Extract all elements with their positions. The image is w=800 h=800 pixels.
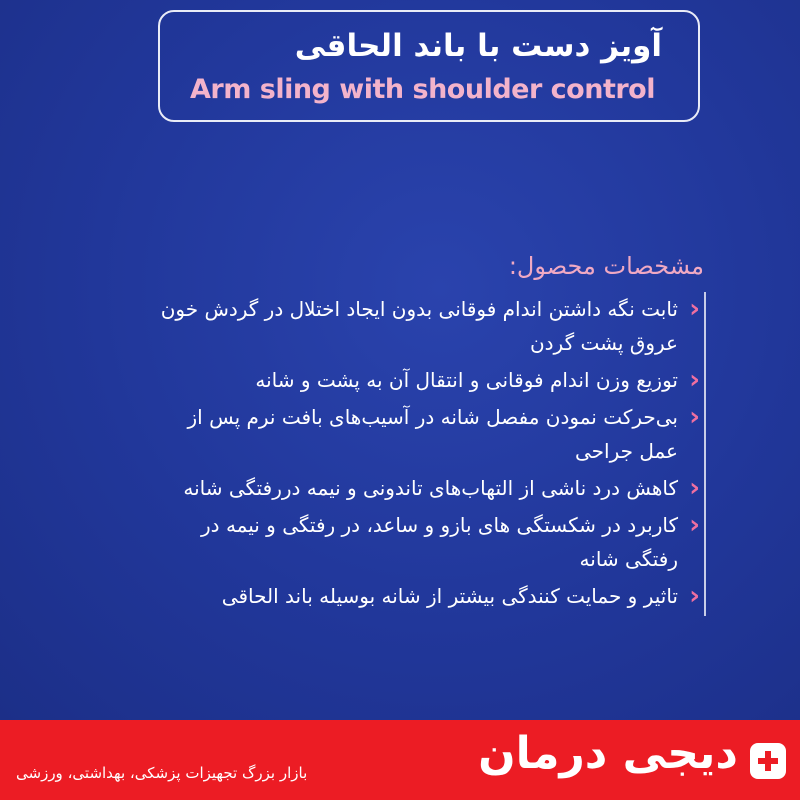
brand-tagline: بازار بزرگ تجهیزات پزشکی، بهداشتی، ورزشی bbox=[16, 764, 308, 782]
spec-text: ثابت نگه داشتن اندام فوقانی بدون ایجاد اختلال در گردش خون عروق پشت گردن bbox=[160, 297, 678, 355]
spec-text: کاهش درد ناشی از التهاب‌های تاندونی و نیمه دررفتگی شانه bbox=[183, 476, 678, 500]
spec-text: توزیع وزن اندام فوقانی و انتقال آن به پشت و شانه bbox=[255, 368, 678, 392]
list-item bbox=[160, 292, 700, 360]
chevron-left-icon: ‹ bbox=[689, 473, 700, 503]
product-title-english: Arm sling with shoulder control bbox=[190, 74, 655, 105]
list-item bbox=[160, 579, 700, 613]
chevron-left-icon: ‹ bbox=[689, 581, 700, 611]
specs-heading: مشخصات محصول: bbox=[508, 252, 704, 280]
chevron-left-icon: ‹ bbox=[689, 365, 700, 395]
spec-text: بی‌حرکت نمودن مفصل شانه در آسیب‌های بافت نرم پس از عمل جراحی bbox=[187, 405, 678, 463]
list-item bbox=[160, 471, 700, 505]
title-box bbox=[158, 10, 700, 122]
chevron-left-icon: ‹ bbox=[689, 402, 700, 432]
product-title-persian: آویز دست با باند الحاقی bbox=[294, 28, 662, 64]
plus-icon bbox=[750, 743, 786, 779]
specs-list bbox=[160, 292, 706, 616]
list-item bbox=[160, 508, 700, 576]
chevron-left-icon: ‹ bbox=[689, 294, 700, 324]
list-item bbox=[160, 363, 700, 397]
chevron-left-icon: ‹ bbox=[689, 510, 700, 540]
brand-footer bbox=[0, 720, 800, 800]
brand-logo-text: دیجی درمان bbox=[478, 728, 738, 779]
spec-text: تاثیر و حمایت کنندگی بیشتر از شانه بوسیله باند الحاقی bbox=[221, 584, 678, 608]
list-item bbox=[160, 400, 700, 468]
spec-text: کاربرد در شکستگی های بازو و ساعد، در رفتگی و نیمه در رفتگی شانه bbox=[201, 513, 678, 571]
